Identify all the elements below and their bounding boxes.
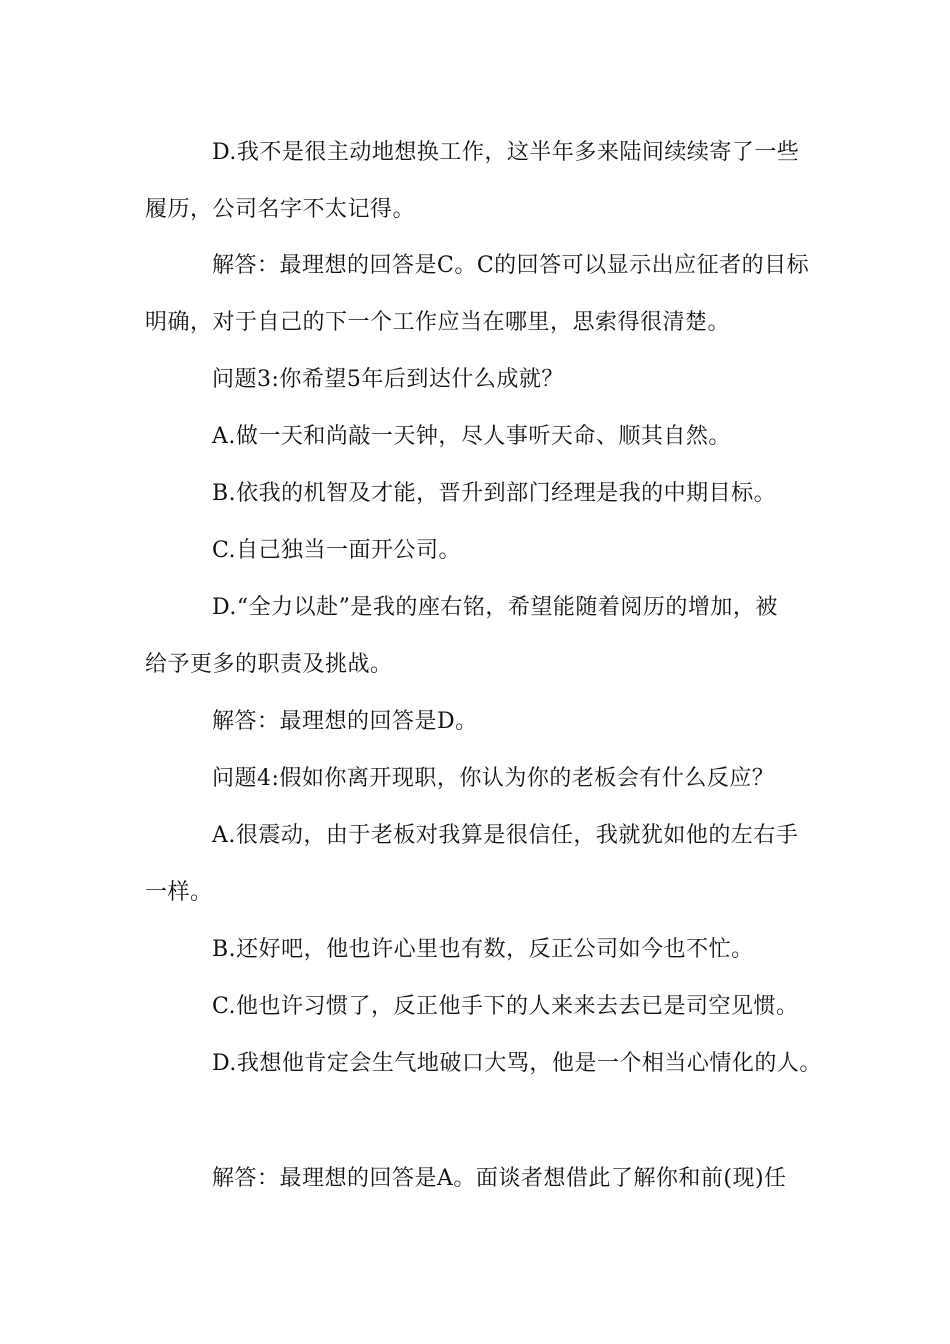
option-c-q4: C.他也许习惯了，反正他手下的人来来去去已是司空见惯。 (212, 994, 799, 1019)
option-d-q2-line1: D.我不是很主动地想换工作，这半年多来陆间续续寄了一些 (212, 140, 800, 165)
option-a-q4-line1: A.很震动，由于老板对我算是很信任，我就犹如他的左右手 (212, 823, 799, 848)
answer-q3: 解答：最理想的回答是D。 (212, 709, 478, 734)
option-d-q3-line2: 给予更多的职责及挑战。 (145, 652, 393, 677)
option-d-q4: D.我想他肯定会生气地破口大骂，他是一个相当心情化的人。 (212, 1051, 822, 1076)
option-b-q3: B.依我的机智及才能，晋升到部门经理是我的中期目标。 (212, 481, 777, 506)
option-c-q3: C.自己独当一面开公司。 (212, 538, 462, 563)
option-d-q3-line1: D.“全力以赴”是我的座右铭，希望能随着阅历的增加，被 (212, 595, 778, 620)
option-b-q4: B.还好吧，他也许心里也有数，反正公司如今也不忙。 (212, 937, 754, 962)
answer-q4-line1: 解答：最理想的回答是A。面谈者想借此了解你和前(现)任 (212, 1166, 787, 1191)
answer-q2-line1: 解答：最理想的回答是C。C的回答可以显示出应征者的目标 (212, 253, 810, 278)
answer-q2-line2: 明确，对于自己的下一个工作应当在哪里，思索得很清楚。 (145, 310, 731, 335)
option-a-q4-line2: 一样。 (145, 880, 213, 905)
option-d-q2-line2: 履历，公司名字不太记得。 (145, 197, 416, 222)
question-4: 问题4:假如你离开现职，你认为你的老板会有什么反应？ (212, 766, 775, 791)
question-3: 问题3:你希望5年后到达什么成就？ (212, 367, 564, 392)
option-a-q3: A.做一天和尚敲一天钟，尽人事听天命、顺其自然。 (212, 424, 731, 449)
